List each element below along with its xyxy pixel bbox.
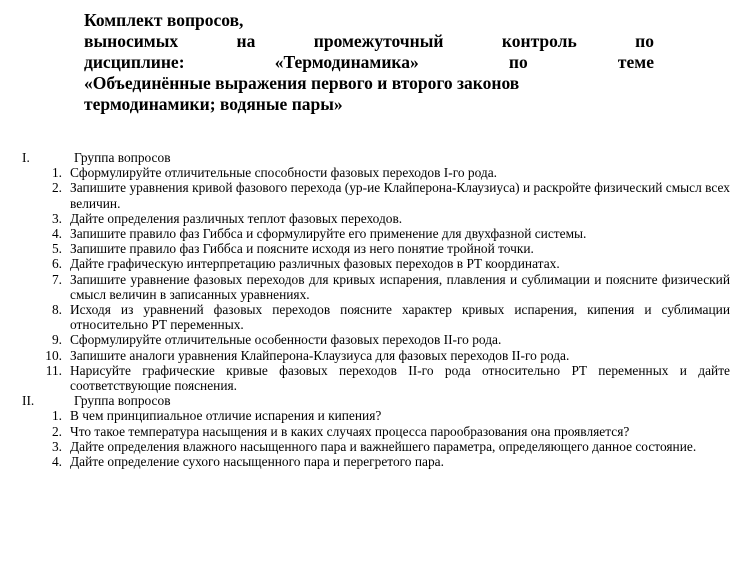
- question-item: [51, 332, 730, 348]
- question-number: 11.: [45, 362, 62, 378]
- question-number: 2.: [51, 423, 62, 439]
- title-line-5: термодинамики; водяные пары»: [84, 94, 343, 114]
- question-text: Дайте определения влажного насыщенного пара и важнейшего параметра, определяющего данное состояние.: [70, 438, 697, 454]
- title-word: теме: [617, 52, 654, 72]
- question-number: 1.: [51, 408, 62, 424]
- title-line-3: [84, 52, 654, 73]
- title-line-1: Комплект вопросов,: [84, 10, 244, 30]
- title-line-4: «Объединённые выражения первого и второго законов: [84, 73, 520, 93]
- question-number: 8.: [51, 302, 62, 318]
- question-groups: [0, 150, 746, 469]
- question-text: Дайте графическую интерпретацию различных фазовых переходов в PT координатах.: [70, 256, 560, 272]
- group-number: II.: [22, 393, 35, 409]
- title-word: по: [508, 52, 528, 72]
- question-number: 4.: [51, 226, 62, 241]
- question-item: [51, 241, 730, 257]
- question-text: В чем принципиальное отличие испарения и кипения?: [70, 408, 382, 424]
- question-number: 3.: [51, 210, 62, 226]
- question-item: [51, 165, 730, 181]
- group-heading: [0, 150, 746, 165]
- question-item: [51, 408, 730, 424]
- question-text: Запишите правило фаз Гиббса и сформулируйте его применение для двухфазной системы.: [70, 226, 587, 241]
- question-number: 2.: [51, 180, 62, 196]
- question-number: 1.: [51, 165, 62, 181]
- question-item: [51, 226, 730, 241]
- question-item: [51, 302, 730, 333]
- question-number: 10.: [45, 347, 62, 363]
- title-line-2: [84, 31, 654, 52]
- question-text: Дайте определения различных теплот фазовых переходов.: [70, 210, 403, 226]
- question-number: 7.: [51, 271, 62, 287]
- title-word: на: [236, 31, 256, 51]
- title-word: контроль: [501, 31, 577, 51]
- question-text: Что такое температура насыщения и в каких случаях процесса парообразования она проявляется?: [70, 423, 630, 439]
- title-word: промежуточный: [313, 31, 444, 51]
- question-text: Запишите правило фаз Гиббса и поясните исходя из него понятие тройной точки.: [70, 241, 534, 257]
- title-word: «Термодинамика»: [274, 52, 419, 72]
- question-item: [51, 256, 730, 272]
- question-text: Запишите уравнения кривой фазового перехода (ур-ие Клайперона-Клаузиуса) и раскройте физический смысл всех величин.: [70, 180, 730, 211]
- document-title: [84, 10, 654, 115]
- title-word: по: [635, 31, 654, 51]
- question-number: 6.: [51, 256, 62, 272]
- question-text: Дайте определение сухого насыщенного пара и перегретого пара.: [70, 454, 444, 470]
- question-group-1: [0, 150, 746, 393]
- question-text: Сформулируйте отличительные особенности фазовых переходов II-го рода.: [70, 332, 502, 348]
- question-item: [51, 210, 730, 226]
- title-word: дисциплине:: [84, 52, 185, 72]
- question-item: [51, 438, 730, 454]
- question-text: Запишите аналоги уравнения Клайперона-Клаузиуса для фазовых переходов II-го рода.: [70, 347, 570, 363]
- question-text: Сформулируйте отличительные способности фазовых переходов I-го рода.: [70, 165, 498, 181]
- group-title: Группа вопросов: [74, 393, 171, 409]
- question-number: 5.: [51, 241, 62, 257]
- question-item: [45, 347, 730, 363]
- question-item: [51, 271, 730, 302]
- question-item: [51, 423, 730, 439]
- question-number: 3.: [51, 438, 62, 454]
- question-text: Запишите уравнение фазовых переходов для кривых испарения, плавления и сублимации и поясните физический смысл величин в записанных уравнениях.: [70, 271, 730, 302]
- title-word: выносимых: [84, 31, 179, 51]
- question-item: [51, 454, 730, 470]
- group-heading: [0, 393, 746, 408]
- question-number: 9.: [51, 332, 62, 348]
- group-number: I.: [22, 150, 30, 165]
- question-number: 4.: [51, 454, 62, 470]
- question-group-2: [0, 393, 746, 469]
- question-text: Нарисуйте графические кривые фазовых переходов II-го рода относительно PT переменных и дайте соответствующие пояснения.: [70, 362, 730, 394]
- question-item: [51, 180, 730, 211]
- group-title: Группа вопросов: [74, 150, 171, 165]
- question-item: [45, 362, 730, 394]
- question-text: Исходя из уравнений фазовых переходов поясните характер кривых испарения, кипения и сублимации относительно PT переменных.: [70, 302, 730, 333]
